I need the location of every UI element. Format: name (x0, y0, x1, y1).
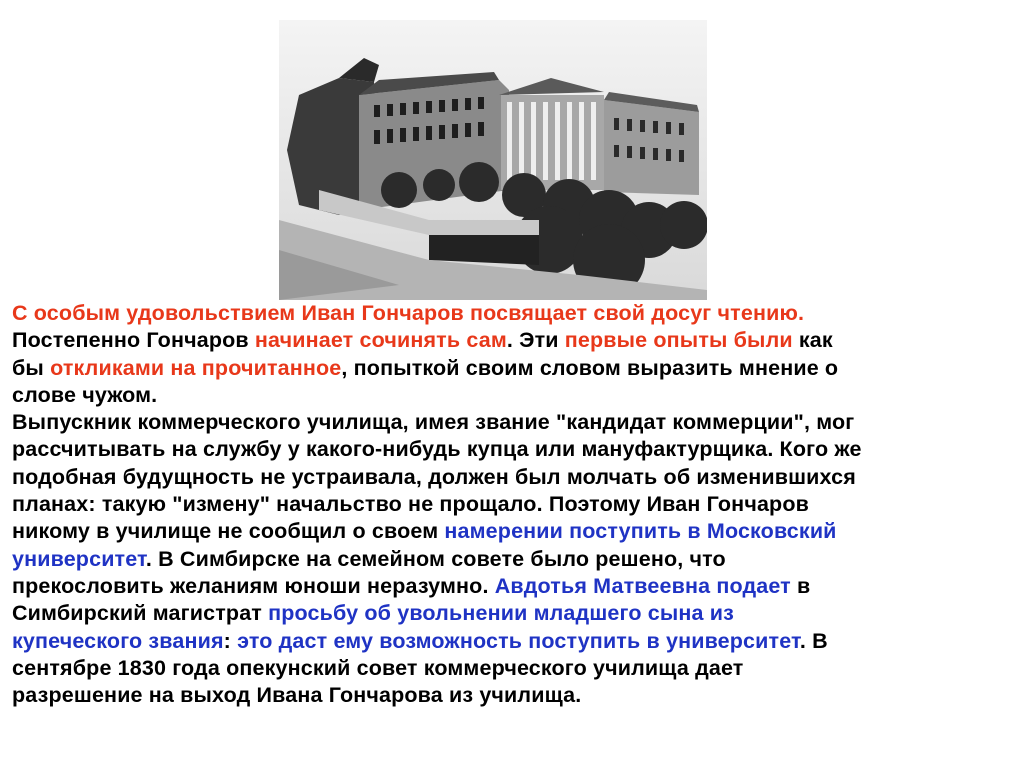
text-span: бы (12, 355, 51, 380)
text-span: планах: такую "измену" начальство не прощало. Поэтому Иван Гончаров (12, 492, 809, 517)
highlight-red: откликами на прочитанное (50, 355, 342, 380)
text-span: . Эти (506, 328, 565, 353)
highlight-blue: просьбу об увольнении младшего сына из (268, 601, 734, 626)
text-span: как (792, 328, 833, 353)
text-span: : (223, 628, 238, 653)
building-photo-drawing (279, 20, 707, 300)
text-span: подобная будущность не устраивала, должен был молчать об изменившихся (12, 464, 856, 489)
text-span: Выпускник коммерческого училища, имея звание "кандидат коммерции", мог (12, 410, 855, 435)
text-span: сентябре 1830 года опекунский совет коммерческого училища дает (12, 655, 744, 680)
text-span: разрешение на выход Ивана Гончарова из училища. (12, 683, 582, 708)
text-block (12, 300, 1016, 709)
text-span: прекословить желаниям юноши неразумно. (12, 573, 495, 598)
text-span: . В (799, 628, 828, 653)
text-span: С особым удовольствием Иван Гончаров посвящает свой досуг чтению. (12, 301, 805, 325)
highlight-blue: намерении поступить в Московский (444, 519, 837, 544)
text-span: рассчитывать на службу у какого-нибудь купца или мануфактурщика. Кого же (12, 437, 862, 462)
building-photo (279, 20, 707, 300)
paragraph-2 (12, 409, 1016, 709)
text-span: , попыткой своим словом выразить мнение о (341, 355, 839, 380)
text-span: никому в училище не сообщил о своем (12, 519, 445, 544)
paragraph-1 (12, 300, 1016, 409)
highlight-blue: это даст ему возможность поступить в университет (237, 628, 800, 653)
text-span: . В Симбирске на семейном совете было решено, что (145, 546, 726, 571)
highlight-red: первые опыты были (564, 328, 793, 353)
text-span: Постепенно Гончаров (12, 328, 255, 353)
text-span: в (790, 573, 811, 598)
text-span: Симбирский магистрат (12, 601, 269, 626)
text-span: слове чужом. (12, 382, 158, 407)
highlight-blue: Авдотья Матвеевна подает (494, 573, 791, 598)
highlight-red: начинает сочинять сам (254, 328, 507, 353)
highlight-blue: университет (12, 546, 146, 571)
highlight-blue: купеческого звания (12, 628, 224, 653)
